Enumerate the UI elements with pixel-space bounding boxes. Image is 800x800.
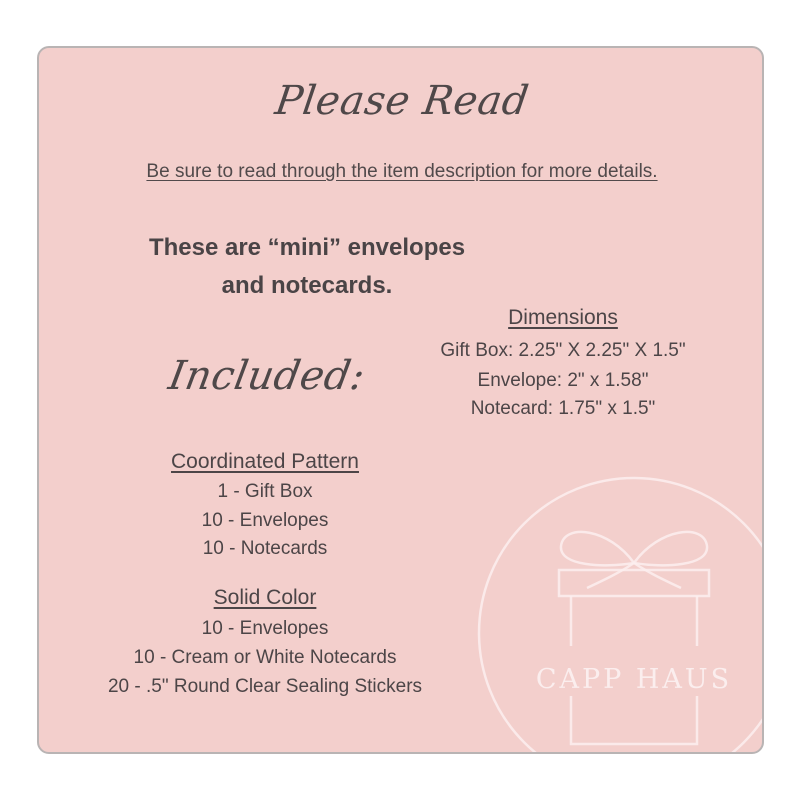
coordinated-item: 10 - Notecards xyxy=(202,538,328,559)
coordinated-item: 1 - Gift Box xyxy=(217,481,313,502)
brand-logo xyxy=(469,468,764,754)
info-card xyxy=(37,46,764,754)
page-title: Please Read xyxy=(272,78,532,124)
dimension-item: Notecard: 1.75" x 1.5" xyxy=(470,398,656,419)
subtitle: Be sure to read through the item description for more details. xyxy=(146,161,658,182)
gift-box-icon xyxy=(469,468,764,754)
included-heading: Included: xyxy=(165,353,369,399)
dimensions-heading: Dimensions xyxy=(508,306,618,329)
solid-item: 20 - .5" Round Clear Sealing Stickers xyxy=(107,676,423,697)
solid-item: 10 - Envelopes xyxy=(201,618,329,639)
brand-name: CAPP HAUS xyxy=(535,664,733,695)
coordinated-item: 10 - Envelopes xyxy=(201,510,329,531)
coordinated-heading: Coordinated Pattern xyxy=(171,450,359,473)
solid-heading: Solid Color xyxy=(213,586,317,609)
notice-line-1: These are “mini” envelopes xyxy=(148,234,466,261)
notice-line-2: and notecards. xyxy=(221,272,393,299)
dimension-item: Gift Box: 2.25" X 2.25" X 1.5" xyxy=(440,340,686,361)
solid-item: 10 - Cream or White Notecards xyxy=(133,647,397,668)
dimension-item: Envelope: 2" x 1.58" xyxy=(477,370,649,391)
